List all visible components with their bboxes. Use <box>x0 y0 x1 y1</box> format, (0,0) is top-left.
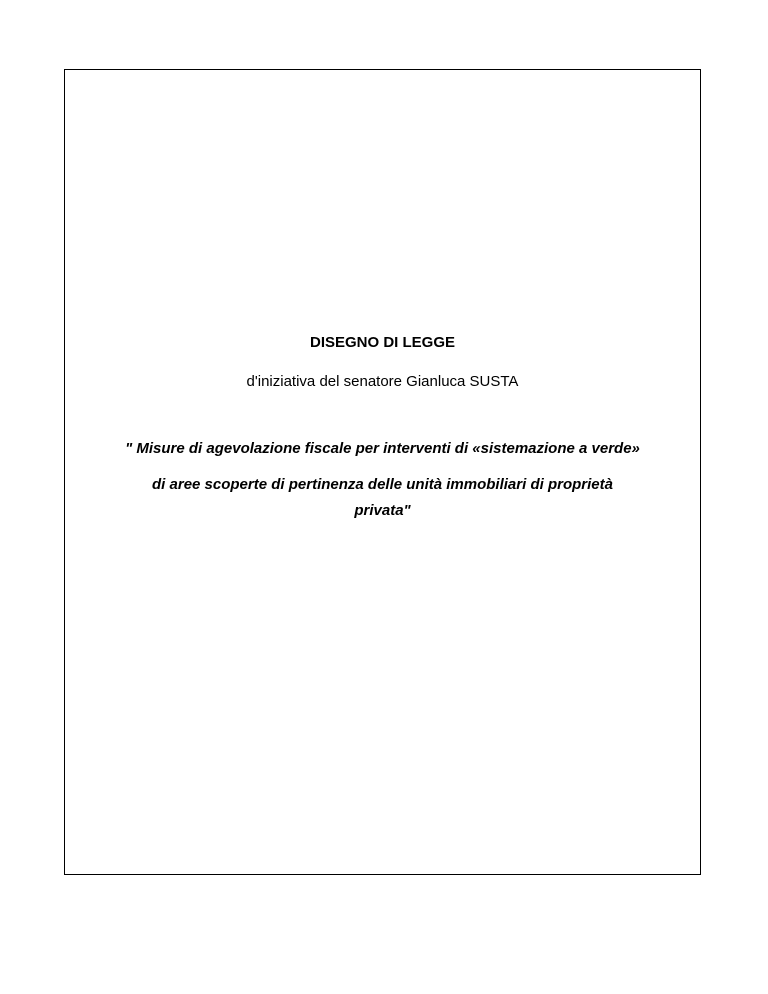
bill-title-line-3: privata" <box>354 502 411 519</box>
bill-title-line-1: " Misure di agevolazione fiscale per interventi di «sistemazione a verde» <box>125 440 640 457</box>
document-frame <box>64 69 701 875</box>
bill-title <box>65 439 700 521</box>
proponent-line: d'iniziativa del senatore Gianluca SUSTA <box>246 373 519 390</box>
document-type-heading: DISEGNO DI LEGGE <box>309 334 456 351</box>
bill-title-line-2: di aree scoperte di pertinenza delle unità immobiliari di proprietà <box>152 476 613 493</box>
